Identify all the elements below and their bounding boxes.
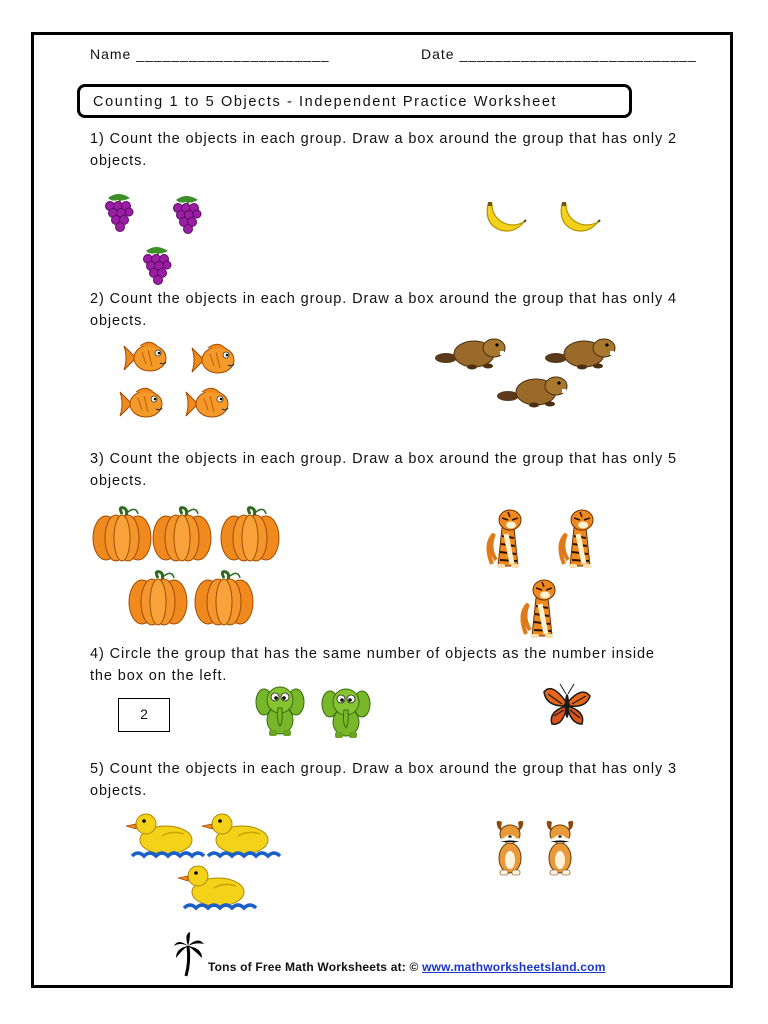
tiger-icon (484, 504, 528, 570)
palm-tree-icon (174, 934, 206, 976)
pumpkin-icon (220, 506, 280, 564)
pumpkin-icon (128, 570, 188, 628)
beaver-icon (436, 334, 508, 372)
pumpkin-icon (152, 506, 212, 564)
elephant-icon (256, 684, 304, 738)
worksheet-title: Counting 1 to 5 Objects - Independent Practice Worksheet (93, 94, 558, 110)
fish-icon (118, 384, 164, 424)
footer-text: Tons of Free Math Worksheets at: © (208, 960, 423, 974)
tiger-icon (556, 504, 600, 570)
grape-icon (168, 192, 208, 236)
grape-icon (138, 243, 178, 287)
duck-icon (184, 864, 244, 914)
name-field-label: Name ______________________ (90, 46, 330, 62)
question-1-text: 1) Count the objects in each group. Draw a box around the group that has only 2 objects. (90, 131, 677, 169)
footer (208, 960, 606, 974)
elephant-icon (322, 686, 370, 740)
fish-icon (122, 338, 168, 378)
pumpkin-icon (92, 506, 152, 564)
banana-icon (556, 200, 602, 236)
fish-icon (190, 340, 236, 380)
question-2-text: 2) Count the objects in each group. Draw a box around the group that has only 4 objects. (90, 291, 677, 329)
dog-icon (542, 818, 580, 878)
grape-icon (100, 190, 140, 234)
date-field-label: Date ___________________________ (421, 46, 697, 62)
duck-icon (208, 812, 268, 862)
tiger-icon (518, 574, 562, 640)
beaver-icon (546, 334, 618, 372)
website-link[interactable]: www.mathworksheetsland.com (422, 960, 606, 974)
question-4-text: 4) Circle the group that has the same number of objects as the number inside the box on the left. (90, 646, 655, 684)
dog-icon (492, 818, 530, 878)
question-3-text: 3) Count the objects in each group. Draw a box around the group that has only 5 objects. (90, 451, 677, 489)
beaver-icon (498, 372, 570, 410)
pumpkin-icon (194, 570, 254, 628)
question-5-text: 5) Count the objects in each group. Draw a box around the group that has only 3 objects. (90, 761, 677, 799)
butterfly-icon (542, 682, 592, 728)
title-box (77, 84, 632, 118)
duck-icon (132, 812, 192, 862)
banana-icon (482, 200, 528, 236)
number-box: 2 (118, 698, 170, 732)
fish-icon (184, 384, 230, 424)
